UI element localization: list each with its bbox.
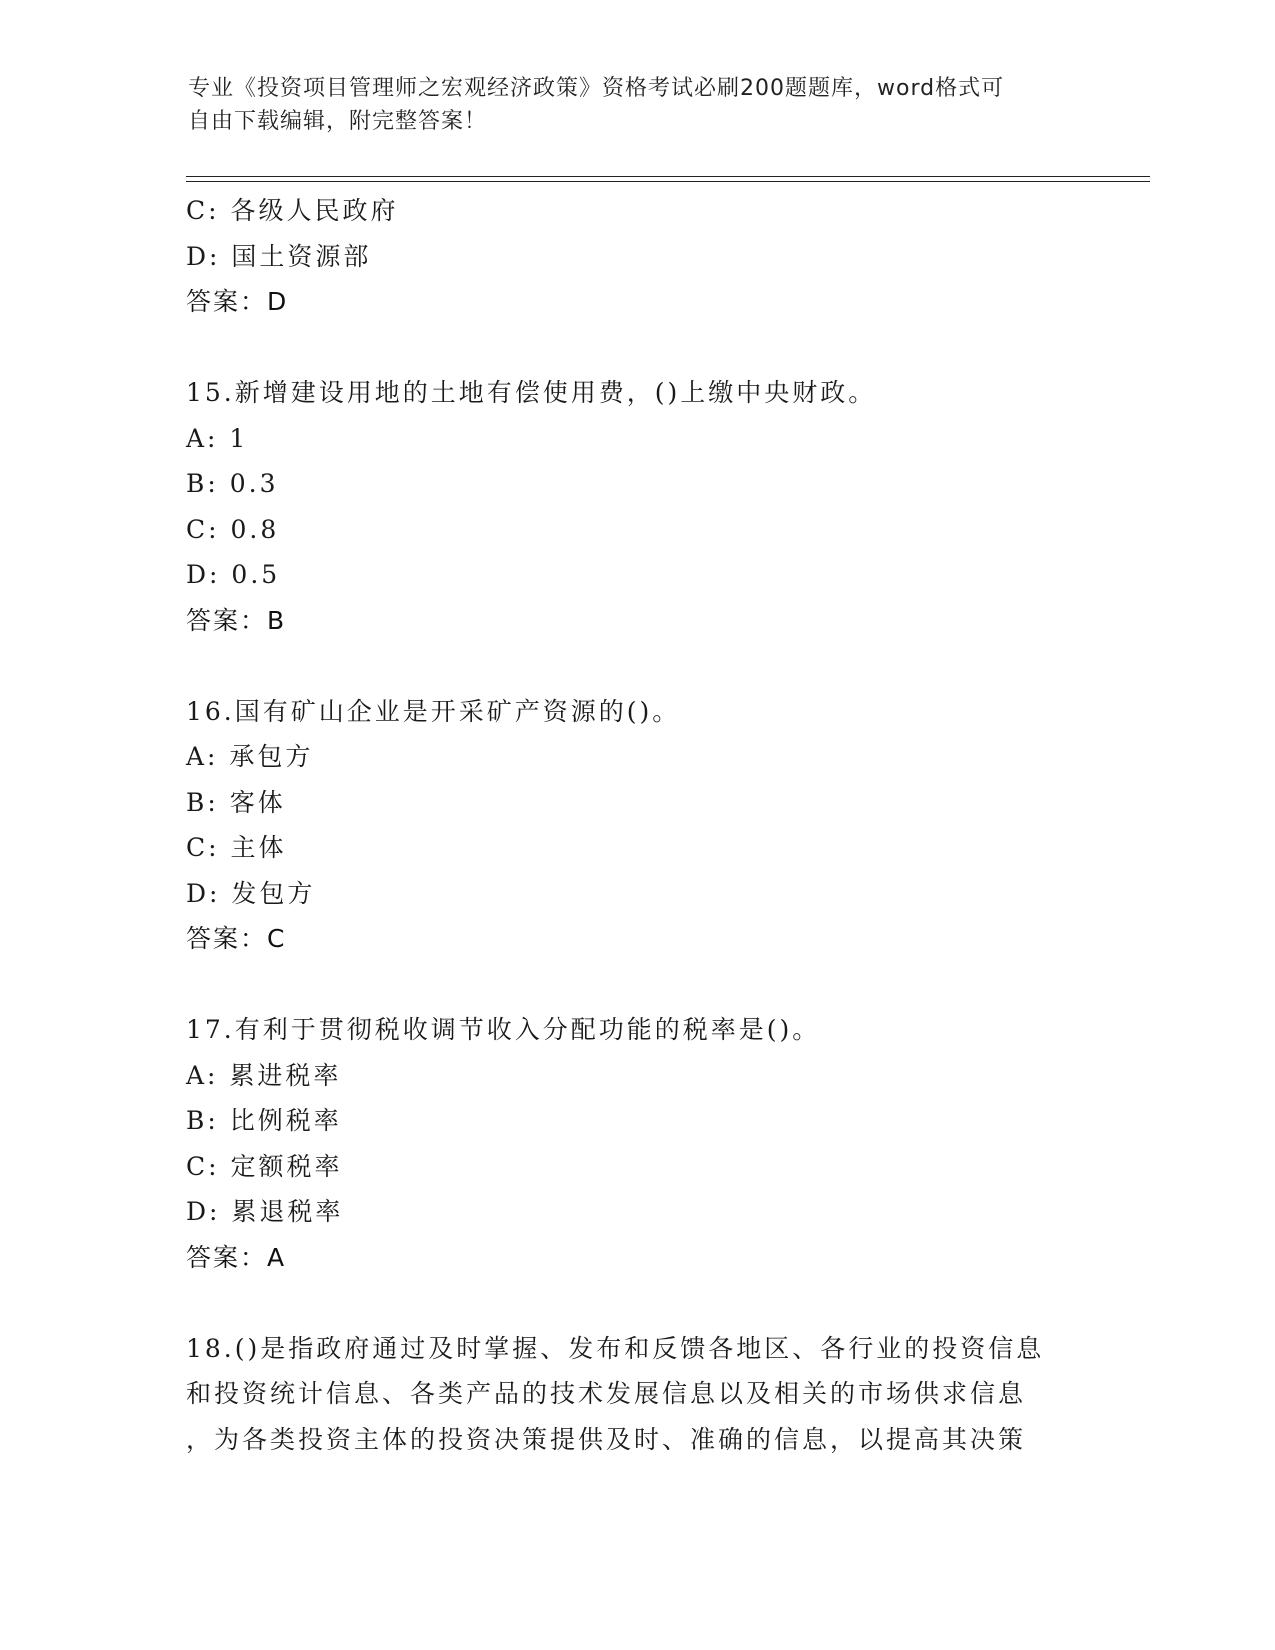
question-16 — [186, 689, 1086, 962]
question-17 — [186, 1007, 1086, 1280]
question-text: 17.有利于贯彻税收调节收入分配功能的税率是()。 — [186, 1015, 821, 1044]
option-c: C: 主体 — [186, 833, 287, 862]
option-d: D: 发包方 — [186, 878, 316, 908]
document-header — [188, 72, 1068, 138]
option-b: B: 比例税率 — [186, 1106, 342, 1135]
answer: 答案：A — [186, 1242, 287, 1272]
question-list — [186, 188, 1086, 1462]
option-c: C: 各级人民政府 — [186, 196, 399, 225]
question-15 — [186, 370, 1086, 643]
question-text: 16.国有矿山企业是开采矿产资源的()。 — [186, 696, 681, 726]
option-c: C: 定额税率 — [186, 1151, 343, 1181]
option-a: A: 1 — [186, 423, 249, 453]
option-d: D: 国土资源部 — [186, 241, 372, 271]
spacer — [186, 643, 1086, 689]
question-text: 15.新增建设用地的土地有偿使用费，()上缴中央财政。 — [186, 378, 877, 407]
header-divider-bottom — [186, 181, 1150, 182]
option-c: C: 0.8 — [186, 514, 280, 544]
question-text-line-1: 18.()是指政府通过及时掌握、发布和反馈各地区、各行业的投资信息 — [186, 1333, 1045, 1363]
header-line-2: 自由下载编辑，附完整答案！ — [188, 109, 488, 134]
option-d: D: 累退税率 — [186, 1197, 344, 1226]
spacer — [186, 325, 1086, 371]
answer: 答案：D — [186, 287, 289, 316]
header-divider-top — [186, 176, 1150, 177]
header-line-1: 专业《投资项目管理师之宏观经济政策》资格考试必刷200题题库，word格式可 — [188, 76, 1005, 101]
question-14 — [186, 188, 1086, 325]
option-d: D: 0.5 — [186, 560, 281, 589]
option-a: A: 累进税率 — [186, 1060, 342, 1090]
question-18 — [186, 1326, 1086, 1463]
option-b: B: 0.3 — [186, 469, 279, 498]
spacer — [186, 962, 1086, 1008]
option-b: B: 客体 — [186, 787, 286, 817]
question-text-line-2: 和投资统计信息、各类产品的技术发展信息以及相关的市场供求信息 — [186, 1379, 1027, 1408]
answer: 答案：B — [186, 605, 287, 635]
spacer — [186, 1280, 1086, 1326]
question-text-line-3: ，为各类投资主体的投资决策提供及时、准确的信息，以提高其决策 — [186, 1424, 1027, 1454]
answer: 答案：C — [186, 924, 287, 953]
option-a: A: 承包方 — [186, 742, 314, 771]
